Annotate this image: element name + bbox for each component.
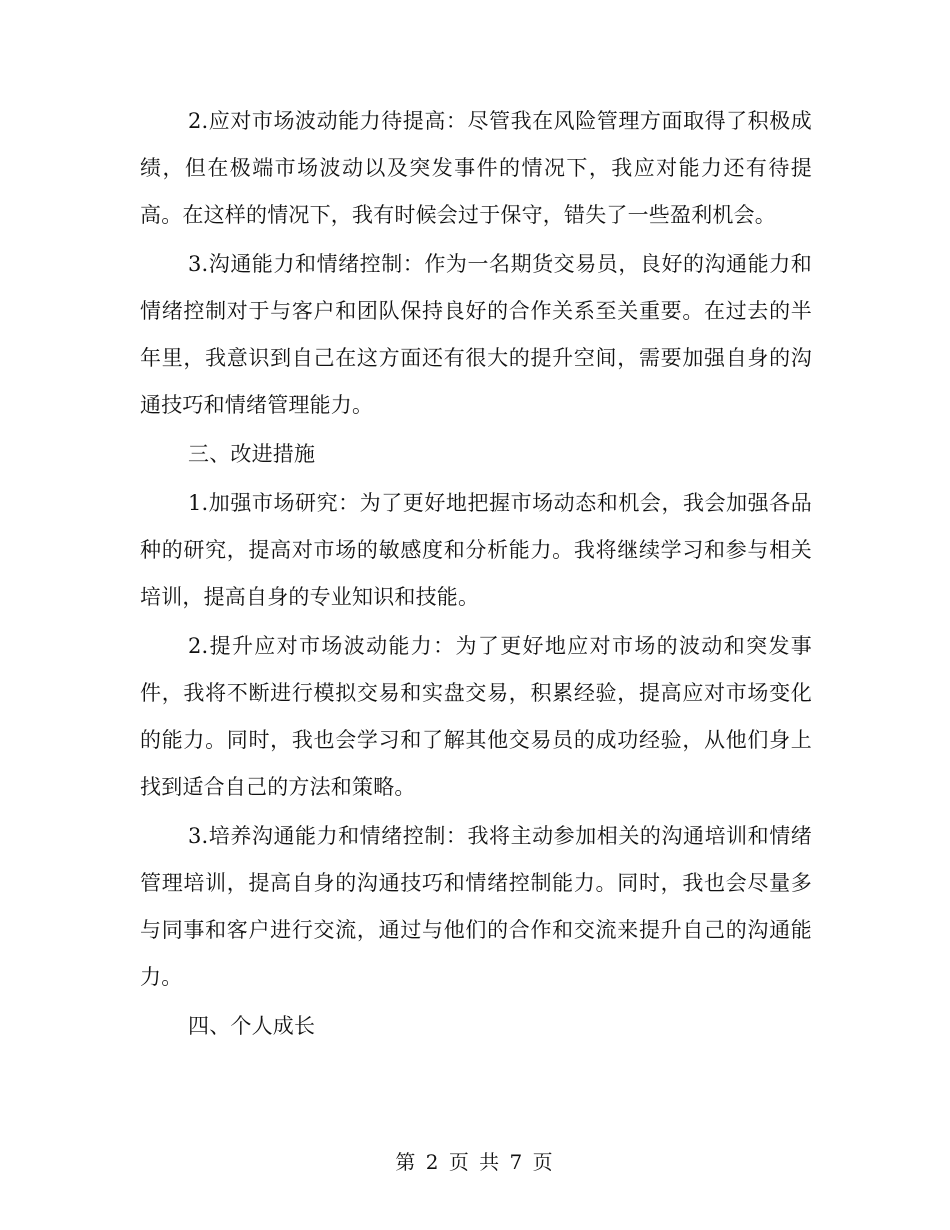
paragraph-communication-training: 3.培养沟通能力和情绪控制：我将主动参加相关的沟通培训和情绪管理培训，提高自身的沟通技巧和情绪控制能力。同时，我也会尽量多与同事和客户进行交流，通过与他们的合作和交流来提升自己的沟通能力。 — [140, 824, 812, 989]
section-heading-personal-growth: 四、个人成长 — [188, 1014, 316, 1038]
paragraph-market-volatility: 2.应对市场波动能力待提高：尽管我在风险管理方面取得了积极成绩，但在极端市场波动以及突发事件的情况下，我应对能力还有待提高。在这样的情况下，我有时候会过于保守，错失了一些盈利机会。 — [140, 109, 812, 227]
section-heading-improvement: 三、改进措施 — [188, 442, 316, 466]
document-body — [140, 98, 812, 1052]
paragraph-volatility-improvement: 2.提升应对市场波动能力：为了更好地应对市场的波动和突发事件，我将不断进行模拟交易和实盘交易，积累经验，提高应对市场变化的能力。同时，我也会学习和了解其他交易员的成功经验，从他们身上找到适合自己的方法和策略。 — [140, 634, 812, 799]
paragraph-market-research: 1.加强市场研究：为了更好地把握市场动态和机会，我会加强各品种的研究，提高对市场的敏感度和分析能力。我将继续学习和参与相关培训，提高自身的专业知识和技能。 — [140, 491, 812, 609]
paragraph-communication-emotion: 3.沟通能力和情绪控制：作为一名期货交易员，良好的沟通能力和情绪控制对于与客户和团队保持良好的合作关系至关重要。在过去的半年里，我意识到自己在这方面还有很大的提升空间，需要加强自身的沟通技巧和情绪管理能力。 — [140, 252, 812, 417]
page-number-footer: 第 2 页 共 7 页 — [395, 1150, 555, 1174]
